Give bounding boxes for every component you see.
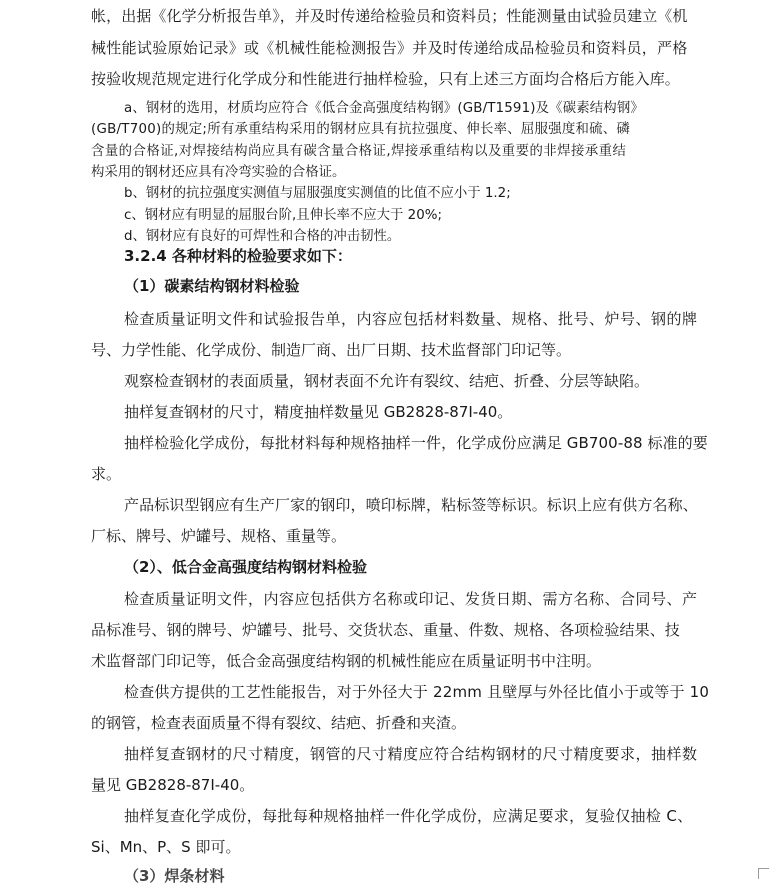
page-corner-mark xyxy=(758,868,769,879)
body-text-line: 品标准号、钢的牌号、炉罐号、批号、交货状态、重量、件数、规格、各项检验结果、技 xyxy=(91,621,680,639)
body-text-line: 检查质量证明文件和试验报告单，内容应包括材料数量、规格、批号、炉号、钢的牌 xyxy=(124,310,698,328)
body-text-line: 械性能试验原始记录》或《机械性能检测报告》并及时传递给成品检验员和资料员，严格 xyxy=(91,39,688,57)
body-text-line: Si、Mn、P、S 即可。 xyxy=(91,838,241,856)
body-text-line: 的钢管，检查表面质量不得有裂纹、结疤、折叠和夹渣。 xyxy=(91,714,467,732)
body-text-line: 帐，出据《化学分析报告单》，并及时传递给检验员和资料员；性能测量由试验员建立《机 xyxy=(91,7,688,25)
body-text-line: 抽样检验化学成份，每批材料每种规格抽样一件，化学成份应满足 GB700-88 标准的要 xyxy=(124,434,708,452)
body-text-line: b、钢材的抗拉强度实测值与屈服强度实测值的比值不应小于 1.2; xyxy=(124,186,511,201)
body-text-line: 厂标、牌号、炉罐号、规格、重量等。 xyxy=(91,527,347,545)
body-text-line: 抽样复查钢材的尺寸精度，钢管的尺寸精度应符合结构钢材的尺寸精度要求，抽样数 xyxy=(124,745,698,763)
body-text-line: 抽样复查钢材的尺寸，精度抽样数量见 GB2828-87I-40。 xyxy=(124,403,513,421)
subsection-heading: （1）碳素结构钢材料检验 xyxy=(124,277,300,295)
body-text-line: 抽样复查化学成份，每批每种规格抽样一件化学成份，应满足要求，复验仅抽检 C、 xyxy=(124,807,693,825)
subsection-heading: （3）焊条材料 xyxy=(124,867,225,885)
body-text-line: 观察检查钢材的表面质量，钢材表面不允许有裂纹、结疤、折叠、分层等缺陷。 xyxy=(124,372,650,390)
body-text-line: 按验收规范规定进行化学成分和性能进行抽样检验，只有上述三方面均合格后方能入库。 xyxy=(91,70,680,88)
subsection-heading: （2）、低合金高强度结构钢材料检验 xyxy=(124,558,367,576)
body-text-line: 求。 xyxy=(91,465,122,483)
body-text-line: 检查质量证明文件，内容应包括供方名称或印记、发货日期、需方名称、合同号、产 xyxy=(124,590,698,608)
body-text-line: 号、力学性能、化学成份、制造厂商、出厂日期、技术监督部门印记等。 xyxy=(91,341,572,359)
body-text-line: 含量的合格证,对焊接结构尚应具有碳含量合格证,焊接承重结构以及重要的非焊接承重结 xyxy=(91,144,627,159)
body-text-line: c、钢材应有明显的屈服台阶,且伸长率不应大于 20%; xyxy=(124,208,442,223)
body-text-line: (GB/T700)的规定;所有承重结构采用的钢材应具有抗拉强度、伸长率、屈服强度和硫、磷 xyxy=(91,122,631,137)
body-text-line: d、钢材应有良好的可焊性和合格的冲击韧性。 xyxy=(124,229,401,244)
section-heading: 3.2.4 各种材料的检验要求如下： xyxy=(124,247,352,265)
body-text-line: 术监督部门印记等，低合金高强度结构钢的机械性能应在质量证明书中注明。 xyxy=(91,652,602,670)
body-text-line: 构采用的钢材还应具有冷弯实验的合格证。 xyxy=(91,165,346,180)
body-text-line: 检查供方提供的工艺性能报告，对于外径大于 22mm 且壁厚与外径比值小于或等于 10 xyxy=(124,683,710,701)
body-text-line: a、钢材的选用，材质均应符合《低合金高强度结构钢》(GB/T1591)及《碳素结构钢》 xyxy=(124,101,644,116)
body-text-line: 量见 GB2828-87I-40。 xyxy=(91,776,255,794)
body-text-line: 产品标识型钢应有生产厂家的钢印，喷印标牌，粘标签等标识。标识上应有供方名称、 xyxy=(124,496,698,514)
